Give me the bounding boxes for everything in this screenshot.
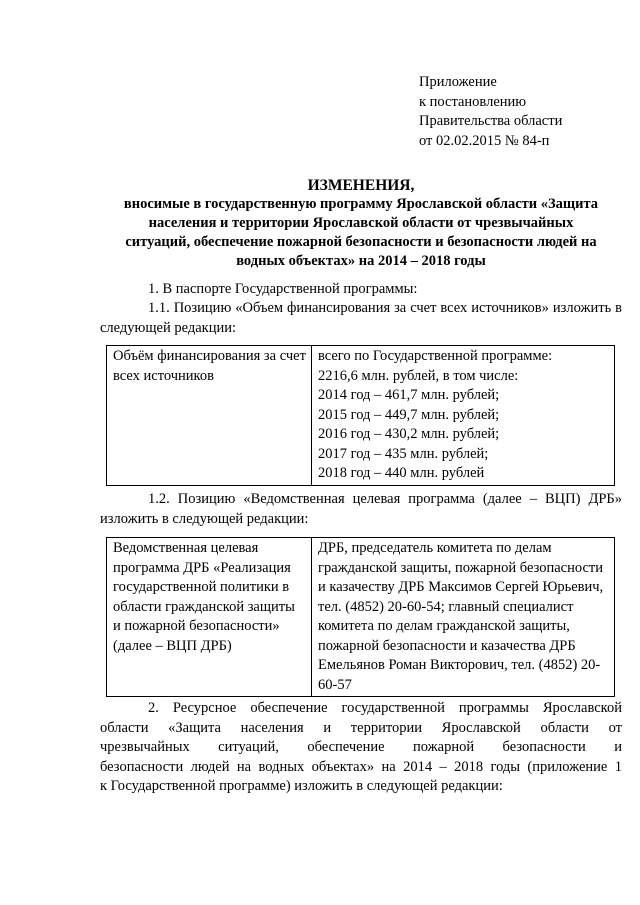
title-line: населения и территории Ярославской области от чрезвычайных [148,215,574,231]
document-title [100,176,622,271]
financing-line: 2018 год – 440 млн. рублей [318,465,485,481]
section2-line: области «Защита населения и территории Ярославской области от [100,719,622,736]
financing-line: 2015 год – 449,7 млн. рублей; [318,406,500,423]
appendix-block [419,73,562,151]
financing-line: всего по Государственной программе: [318,348,553,364]
section2-line: к Государственной программе) изложить в следующей редакции: [100,778,503,794]
section2-line: безопасности людей на водных объектах» на 2014 – 2018 годы (приложение 1 [100,758,622,775]
financing-line: 2016 год – 430,2 млн. рублей; [318,426,500,442]
financing-line: 2017 год – 435 млн. рублей; [318,445,489,462]
financing-line: 2216,6 млн. рублей, в том числе: [318,367,519,384]
program-name: Ведомственная целевая программа ДРБ «Реализация государственной политики в области гражданской защиты и пожарной безопасности» (далее – ВЦП ДРБ) [107,538,312,697]
financing-table [106,345,615,486]
section2-text [100,699,622,797]
program-contacts: ДРБ, председатель комитета по делам гражданской защиты, пожарной безопасности и казачеству ДРБ Максимов Сергей Юрьевич, тел. (4852) 20-60-54; главный специалист комитета по делам гражданской защиты, пожарной безопасности и казачества ДРБ Емельянов Роман Викторович, тел. (4852) 20-60-57 [312,538,615,697]
financing-line: 2014 год – 461,7 млн. рублей; [318,387,500,403]
appendix-line: от 02.02.2015 № 84-п [419,132,550,149]
title-line: вносимые в государственную программу Ярославской области «Защита [123,196,599,212]
section2-line: 2. Ресурсное обеспечение государственной программы Ярославской [148,700,622,716]
title-line: ситуаций, обеспечение пожарной безопасности и безопасности людей на [125,234,597,250]
section2-line: чрезвычайных ситуаций, обеспечение пожарной безопасности и [100,739,622,755]
appendix-line: к постановлению [419,93,527,110]
program-table [106,537,615,697]
financing-values [312,346,615,486]
title-line: водных объектах» на 2014 – 2018 годы [236,253,486,269]
item-1-2-text: 1.2. Позицию «Ведомственная целевая программа (далее – ВЦП) ДРБ» изложить в следующей редакции: [100,491,622,527]
financing-label: Объём финансирования за счет всех источников [107,346,312,486]
appendix-line: Приложение [419,74,497,90]
title-heading: ИЗМЕНЕНИЯ, [307,177,415,194]
section1-heading: 1. В паспорте Государственной программы: [148,281,418,297]
item-1-1-text: 1.1. Позицию «Объем финансирования за счет всех источников» изложить в следующей редакции: [100,300,622,336]
appendix-line: Правительства области [419,113,563,129]
